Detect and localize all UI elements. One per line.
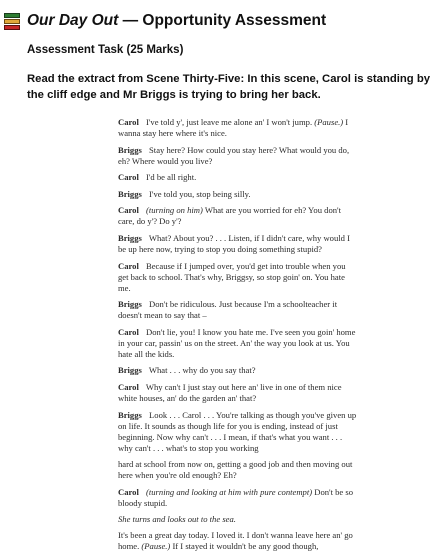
script-line — [118, 205, 358, 227]
stage-direction: She turns and looks out to the sea. — [118, 514, 236, 525]
script-line — [118, 327, 358, 360]
speaker-name: Briggs — [118, 232, 142, 243]
speaker-name: Carol — [118, 172, 139, 183]
speaker-name: Briggs — [118, 365, 142, 376]
page-title: Our Day Out — Opportunity Assessment — [27, 12, 327, 29]
script-line — [118, 410, 358, 454]
dialogue-text: I've told you, stop being silly. — [149, 188, 251, 199]
speaker-name: Carol — [118, 486, 139, 497]
dialogue-text: What are you worried for eh? You don't care, do y'? Do y'? — [118, 205, 341, 227]
speaker-name: Carol — [118, 381, 139, 392]
speaker-name: Carol — [118, 326, 139, 337]
script-line — [118, 459, 358, 481]
dialogue-text: Don't be so bloody stupid. — [118, 486, 354, 508]
script-line — [118, 365, 358, 376]
speaker-name: Carol — [118, 260, 139, 271]
dialogue-text: If I stayed it wouldn't be any good though, — [172, 541, 319, 552]
script-line — [118, 261, 358, 294]
dialogue-text: Why can't I just stay out here an' live in one of them nice white houses, an' do the garden an' that? — [118, 381, 342, 403]
dialogue-text: I wanna stay here where it's nice. — [118, 117, 349, 138]
speaker-name: Briggs — [118, 409, 142, 420]
script-extract — [118, 117, 358, 558]
dialogue-text: I've told y', just leave me alone an' I won't jump. — [146, 117, 313, 127]
speaker-name: Briggs — [118, 299, 142, 310]
dialogue-text: Look . . . Carol . . . You're talking as though you've given up on life. It sounds as though life for you is ending, instead of just beginning. Now why can't . . . I mean, if that's what you want . . . why can't . . . what's to stop you working — [118, 409, 357, 453]
script-line — [118, 382, 358, 404]
dialogue-text: Don't lie, you! I know you hate me. I've seen you goin' home in your car, passin' us on the street. An' the way you look at us. You hate all the kids. — [118, 326, 356, 359]
script-line — [118, 487, 358, 509]
dialogue-text: hard at school from now on, getting a good job and then moving out here when you're old enough? Eh? — [118, 459, 353, 481]
dialogue-text: Stay here? How could you stay here? What would you do, eh? Where would you live? — [118, 144, 350, 166]
script-line — [118, 299, 358, 321]
script-line — [118, 233, 358, 255]
book-stack-icon — [4, 13, 20, 30]
script-line — [118, 172, 358, 183]
dialogue-text: I'd be all right. — [146, 172, 197, 183]
speaker-name: Briggs — [118, 188, 142, 199]
script-line — [118, 145, 358, 167]
dialogue-text: What . . . why do you say that? — [148, 365, 256, 376]
task-intro: Read the extract from Scene Thirty-Five: In this scene, Carol is standing by the cliff edge and Mr Briggs is trying to bring her back. — [27, 73, 431, 101]
page-header — [4, 12, 326, 30]
stage-direction: (turning on him) — [146, 205, 203, 216]
speaker-name: Carol — [118, 205, 139, 216]
script-line — [118, 117, 358, 139]
stage-direction: (turning and looking at him with pure contempt) — [146, 486, 313, 497]
script-line — [118, 530, 358, 552]
stage-direction: (Pause.) — [314, 117, 344, 127]
dialogue-text: Don't be ridiculous. Just because I'm a schoolteacher it doesn't mean to say that – — [118, 299, 338, 321]
dialogue-text: Because if I jumped over, you'd get into trouble when you get back to school. That's why, Briggsy, so stop goin' on. You hate me. — [118, 260, 346, 293]
task-heading: Assessment Task (25 Marks) — [27, 44, 184, 56]
dialogue-text: It's been a great day today. I loved it. I don't wanna leave here an' go home. — [118, 530, 353, 552]
script-line — [118, 189, 358, 200]
speaker-name: Briggs — [118, 144, 142, 155]
stage-direction: (Pause.) — [141, 541, 171, 552]
speaker-name: Carol — [118, 117, 139, 127]
dialogue-text: What? About you? . . . Listen, if I didn't care, why would I be up here now, trying to stop you doing something stupid? — [118, 232, 350, 254]
